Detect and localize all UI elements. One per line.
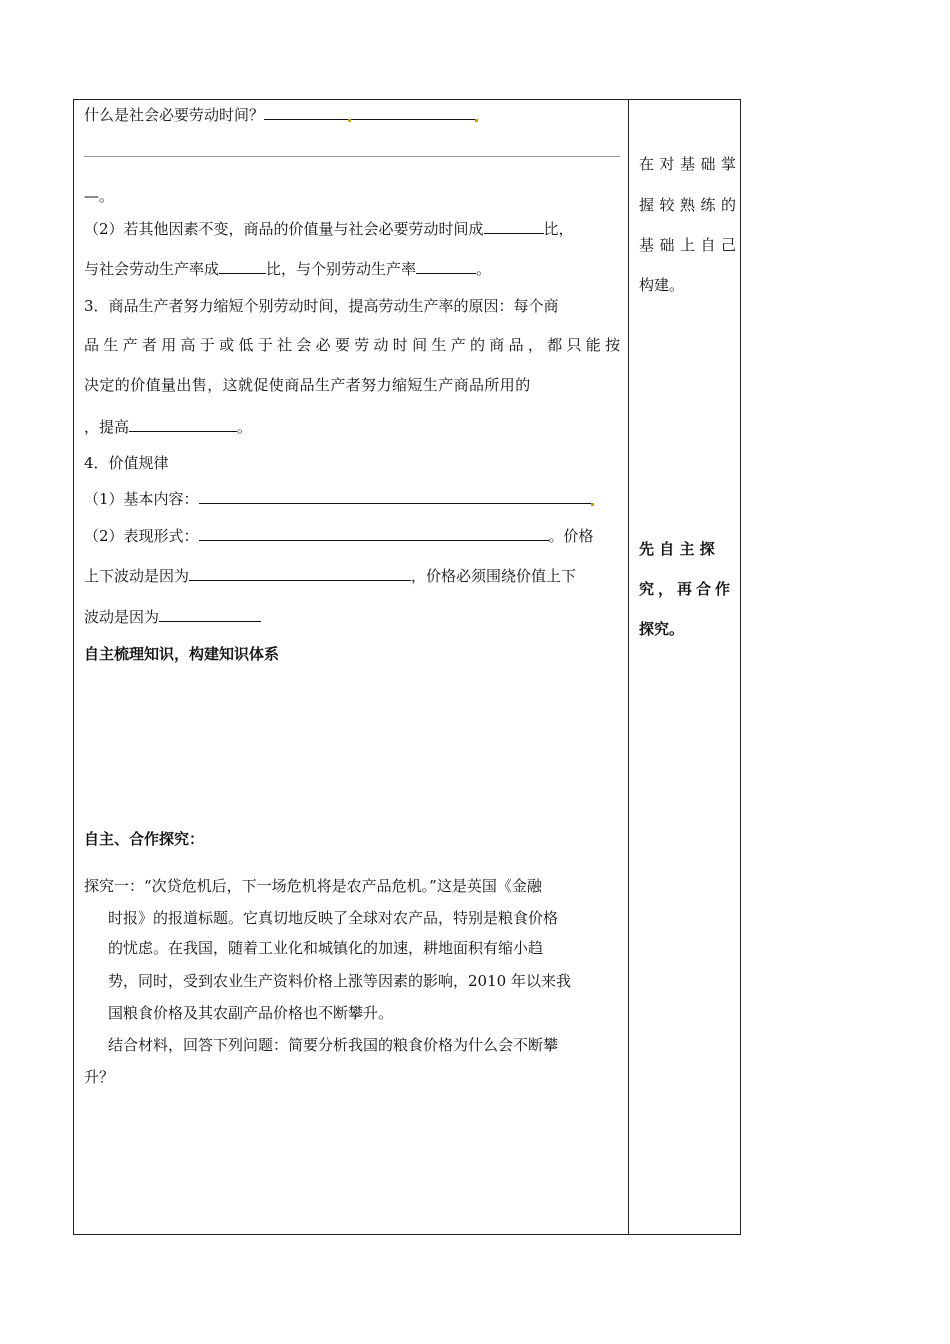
answer-blank[interactable] [199,526,549,541]
text: 。价格 [548,527,594,545]
inquiry-line: 探究一：“次贷危机后，下一场危机将是农产品危机。”这是英国《金融 [84,877,542,895]
text: 波动是因为 [84,608,160,626]
section-cooperative-inquiry: 自主、合作探究： [84,830,205,848]
text: 与社会劳动生产率成 [84,260,220,278]
text: ，提高 [84,418,130,436]
mark-dot [475,119,478,122]
inquiry-line: 势，同时，受到农业生产资料价格上涨等因素的影响，2010 年以来我 [108,972,571,990]
text: 在对基础掌 [639,155,742,173]
answer-blank[interactable] [189,566,411,581]
section-knowledge-system: 自主梳理知识，构建知识体系 [84,645,280,663]
fluctuation-line-2 [84,607,261,627]
producer-reason-line-4 [84,417,252,437]
dash-line: —。 [84,187,115,205]
producer-reason-line-2 [84,335,625,355]
worksheet-table [73,99,741,1235]
text: 品生产者用高于或低于社会必要劳动时间生产的商品，都只能按 [84,336,625,354]
value-relation-line-2 [84,259,491,279]
side-note-bold: 探究。 [639,620,685,638]
answer-blank[interactable] [351,105,475,120]
text: 上下波动是因为 [84,567,190,585]
value-relation-line-1 [84,219,574,239]
inquiry-line: 的忧虑。在我国，随着工业化和城镇化的加速，耕地面积有缩小趋 [108,939,544,957]
answer-blank[interactable] [264,105,348,120]
answer-blank[interactable] [159,607,261,622]
inquiry-question: 升？ [84,1068,115,1086]
side-note-line: 构建。 [639,276,685,294]
column-divider [628,100,629,1234]
answer-blank[interactable] [484,219,544,234]
text: ，价格必须围绕价值上下 [411,567,577,585]
text: （2）表现形式： [84,527,199,545]
text: 。 [237,418,253,436]
side-note-bold [639,579,734,599]
answer-blank[interactable] [219,259,266,274]
inquiry-line: 时报》的报道标题。它真切地反映了全球对农产品，特别是粮食价格 [108,909,559,927]
side-note-line [639,195,742,215]
text: 基础上自己 [639,236,742,254]
answer-rule[interactable] [84,156,620,157]
text: 决定的价值量出售，这就促使商品生产者努力缩短生产商品所用的 [84,376,531,394]
answer-blank[interactable] [129,417,237,432]
text: （2）若其他因素不变，商品的价值量与社会必要劳动时间成 [84,220,484,238]
side-note-bold: 先 自 主 探 [639,540,715,558]
mark-dot [591,503,594,506]
fluctuation-line-1 [84,566,576,586]
text: 3．商品生产者努力缩短个别劳动时间，提高劳动生产率的原因：每个商 [84,297,559,315]
text: 究，再合作 [639,580,735,598]
text: 比， [543,220,574,238]
producer-reason-line-3 [84,375,531,395]
side-note-line [639,154,742,174]
answer-blank[interactable] [199,489,591,504]
side-note-line [639,235,742,255]
question-text: 什么是社会必要劳动时间？ [84,106,265,124]
inquiry-question: 结合材料，回答下列问题：简要分析我国的粮食价格为什么会不断攀 [108,1036,559,1054]
inquiry-line: 国粮食价格及其农副产品价格也不断攀升。 [108,1004,394,1022]
basic-content-line [84,489,594,509]
text: 。 [476,260,492,278]
form-line [84,526,594,546]
text: 比，与个别劳动生产率 [266,260,417,278]
answer-blank[interactable] [416,259,476,274]
text: 握较熟练的 [639,196,742,214]
producer-reason-line-1 [84,296,620,316]
law-of-value-title: 4．价值规律 [84,454,169,472]
text: （1）基本内容： [84,490,199,508]
question-labor-time [84,105,478,125]
